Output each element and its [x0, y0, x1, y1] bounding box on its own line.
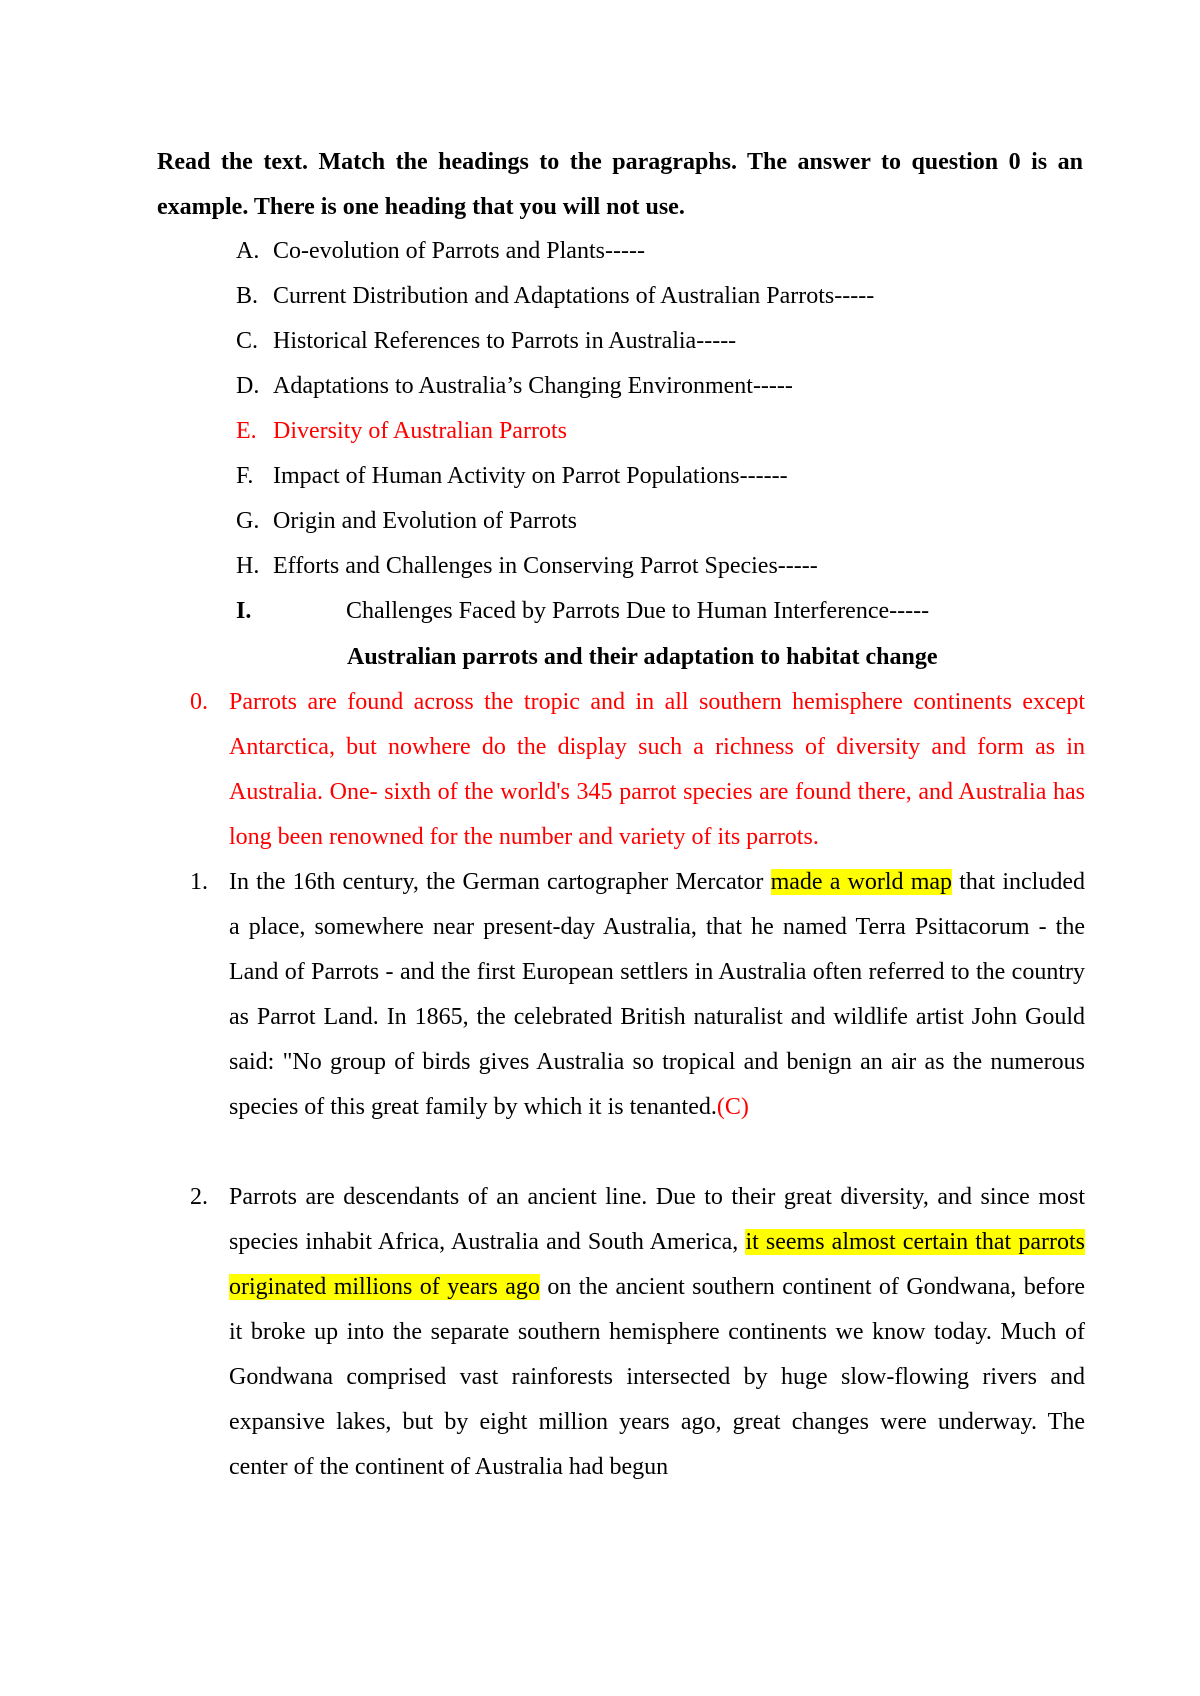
instructions: Read the text. Match the headings to the paragraphs. The answer to question 0 is an example. There is one heading that you will not use. — [157, 149, 1083, 220]
paragraph-text-rest: on the ancient southern continent of Gondwana, before it broke up into the separate southern hemisphere continents we know today. Much of Gondwana comprised vast rainforests intersected by huge slow-flowing rivers and expansive lakes, but by eight million years ago, great changes were underway. The center of the continent of Australia had begun — [229, 1274, 1086, 1480]
heading-letter: G. — [236, 508, 260, 534]
highlighted-phrase: it seems almost certain that parrots originated millions of years ago — [229, 1229, 1085, 1300]
heading-text: Challenges Faced by Parrots Due to Human Interference----- — [346, 598, 930, 624]
heading-letter: D. — [236, 373, 260, 399]
heading-letter: A. — [236, 238, 260, 264]
heading-letter: H. — [236, 553, 260, 579]
paragraph-text-start: Parrots are descendants of an ancient line. Due to their great diversity, and since most species inhabit Africa, Australia and South America, — [229, 1184, 1085, 1255]
heading-text: Impact of Human Activity on Parrot Populations------ — [273, 463, 788, 489]
heading-letter: E. — [236, 418, 257, 444]
paragraph-number: 0. — [190, 689, 208, 715]
paragraph-number: 1. — [190, 869, 208, 895]
heading-text: Current Distribution and Adaptations of Australian Parrots----- — [273, 283, 875, 309]
heading-text: Adaptations to Australia’s Changing Environment----- — [273, 373, 793, 399]
heading-text: Historical References to Parrots in Australia----- — [273, 328, 737, 354]
heading-text: Origin and Evolution of Parrots — [273, 508, 577, 534]
heading-letter: I. — [236, 598, 252, 624]
highlighted-phrase: made a world map — [770, 869, 953, 895]
heading-letter: B. — [236, 283, 259, 309]
heading-text: Efforts and Challenges in Conserving Parrot Species----- — [273, 553, 818, 579]
heading-text: Diversity of Australian Parrots — [273, 418, 567, 444]
answer-label: (C) — [716, 1094, 749, 1120]
paragraph-text-start: In the 16th century, the German cartographer Mercator — [229, 869, 771, 895]
heading-text: Co-evolution of Parrots and Plants----- — [273, 238, 645, 264]
heading-letter: F. — [236, 463, 254, 489]
paragraph-number: 2. — [190, 1184, 208, 1210]
heading-letter: C. — [236, 328, 259, 354]
paragraph-text-rest: that included a place, somewhere near present-day Australia, that he named Terra Psittacorum - the Land of Parrots - and the first European settlers in Australia often referred to the country as Parrot Land. In 1865, the celebrated British naturalist and wildlife artist John Gould said: "No group of birds gives Australia so tropical and benign an air as the numerous species of this great family by which it is tenanted. — [229, 869, 1085, 1120]
paragraph-text — [229, 860, 1085, 1130]
paragraph-text — [229, 1175, 1085, 1490]
paragraph-text: Parrots are found across the tropic and in all southern hemisphere continents except Antarctica, but nowhere do the display such a richness of diversity and form as in Australia. One- sixth of the world's 345 parrot species are found there, and Australia has long been renowned for the number and variety of its parrots. — [229, 689, 1085, 850]
passage-title: Australian parrots and their adaptation to habitat change — [347, 644, 938, 670]
